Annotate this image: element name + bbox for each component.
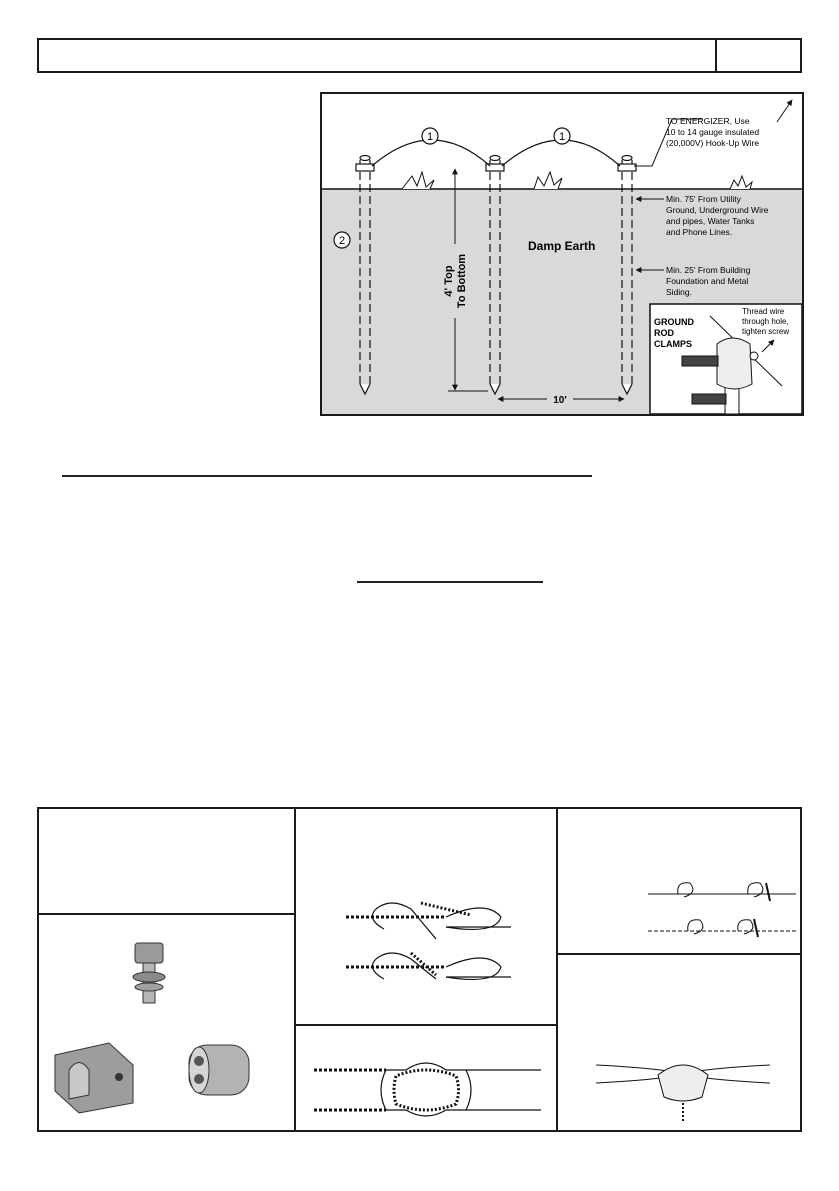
western-union-knot-illustration [558, 849, 802, 953]
grass-tuft-1 [402, 172, 434, 189]
svg-text:4' Top: 4' Top [443, 265, 455, 297]
ground-rod-clamp-inset [650, 304, 802, 414]
splice-lower [346, 953, 511, 979]
crimp-sleeve-icon [189, 1045, 249, 1095]
svg-text:tighten screw: tighten screw [742, 327, 790, 336]
callout-1a [422, 128, 438, 144]
splice-methods-grid [37, 807, 802, 1132]
damp-earth-label: Damp Earth [528, 239, 596, 253]
svg-text:1: 1 [558, 131, 566, 143]
svg-text:Ground, Underground Wire: Ground, Underground Wire [666, 205, 769, 215]
split-bolt-connector-icon [55, 1043, 133, 1113]
grass-tuft-3 [730, 176, 752, 189]
callout-2 [334, 232, 350, 248]
energizer-note [666, 116, 759, 148]
svg-text:Min. 25' From Building: Min. 25' From Building [666, 265, 751, 275]
grass-tuft-2 [534, 172, 562, 189]
spacing-label: 10' [553, 395, 567, 406]
svg-text:2: 2 [338, 235, 346, 247]
svg-text:10 to 14 gauge insulated: 10 to 14 gauge insulated [666, 127, 760, 137]
figure-eight-splice-illustration [296, 869, 556, 1019]
svg-text:TO ENERGIZER, Use: TO ENERGIZER, Use [666, 116, 750, 126]
text-rule-2 [357, 581, 543, 583]
page-header-bar [37, 38, 802, 73]
text-rule-1 [62, 475, 592, 477]
bolt-and-nut-icon [133, 943, 165, 1003]
svg-text:1: 1 [426, 131, 434, 143]
svg-text:Foundation and Metal: Foundation and Metal [666, 276, 749, 286]
svg-text:ROD: ROD [654, 328, 674, 338]
svg-text:and pipes, Water Tanks: and pipes, Water Tanks [666, 216, 755, 226]
callout-1b [554, 128, 570, 144]
svg-text:Thread wire: Thread wire [742, 307, 785, 316]
splice-upper [346, 903, 511, 939]
svg-text:GROUND: GROUND [654, 317, 694, 327]
ground-system-svg [322, 94, 802, 414]
energizer-arrow [777, 100, 792, 122]
svg-text:CLAMPS: CLAMPS [654, 339, 692, 349]
insulator-wire-tie-illustration [558, 955, 802, 1134]
clamp-note [742, 307, 789, 336]
svg-text:Siding.: Siding. [666, 287, 692, 297]
header-divider [715, 40, 717, 71]
svg-text:(20,000V) Hook-Up Wire: (20,000V) Hook-Up Wire [666, 138, 760, 148]
ground-system-diagram [320, 92, 804, 416]
svg-text:and Phone Lines.: and Phone Lines. [666, 227, 733, 237]
svg-text:through hole,: through hole, [742, 317, 789, 326]
svg-text:To Bottom: To Bottom [456, 253, 468, 309]
double-loop-splice-illustration [296, 1026, 556, 1134]
svg-text:Min. 75' From Utility: Min. 75' From Utility [666, 194, 741, 204]
wire-connectors-illustration [39, 915, 294, 1130]
